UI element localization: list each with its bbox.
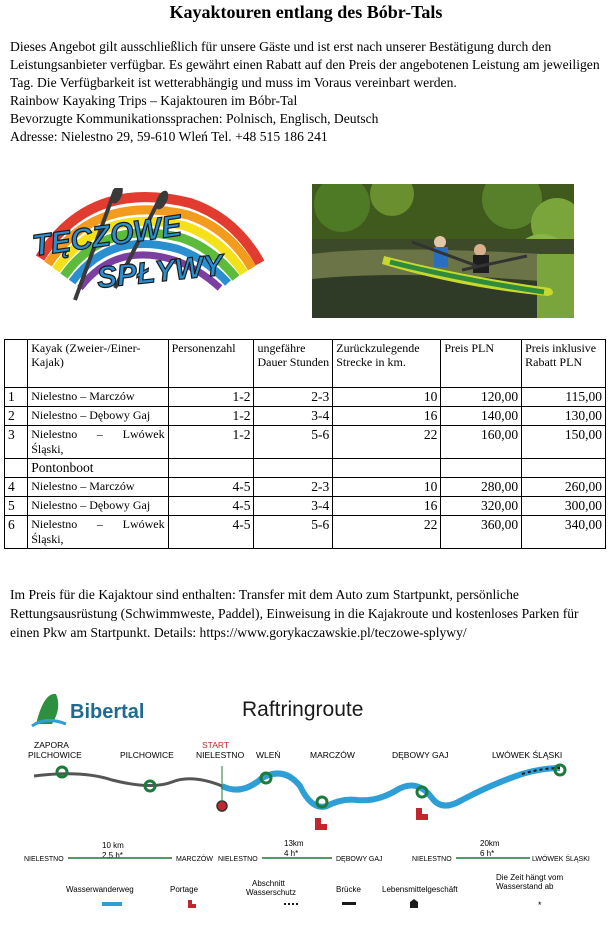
- table-row: [5, 478, 606, 497]
- segment-hours: 4 h*: [284, 849, 299, 858]
- table-header-row: [5, 340, 606, 388]
- row-distance: 22: [333, 516, 441, 549]
- label-pilchowice-dam: PILCHOWICE: [28, 750, 82, 760]
- row-distance: 16: [333, 497, 441, 516]
- table-row: [5, 407, 606, 426]
- segment-hours: 6 h*: [480, 849, 495, 858]
- row-distance: 10: [333, 478, 441, 497]
- row-price: 120,00: [441, 388, 522, 407]
- row-index: 3: [5, 426, 28, 459]
- row-discount: 150,00: [522, 426, 606, 459]
- segment-to: LWÓWEK ŚLĄSKI: [532, 856, 590, 863]
- row-persons: 4-5: [168, 478, 254, 497]
- row-index: 4: [5, 478, 28, 497]
- header-distance: Zurückzulegende Strecke in km.: [333, 340, 441, 388]
- legend-note-symbol: *: [538, 900, 542, 910]
- segment-to: DĘBOWY GAJ: [336, 856, 383, 863]
- row-index: 1: [5, 388, 28, 407]
- route-map: [22, 686, 596, 926]
- segment-km: 20km: [480, 839, 500, 848]
- brand-name: Bibertal: [70, 701, 145, 723]
- label-nielestno: NIELESTNO: [196, 750, 245, 760]
- legend-protection-1: Abschnitt: [252, 879, 285, 888]
- marker-zapora: [57, 767, 67, 777]
- segment-from: NIELESTNO: [24, 856, 64, 863]
- row-route: Nielestno – Lwówek Śląski,: [28, 426, 168, 459]
- label-zapora: ZAPORA: [34, 740, 69, 750]
- label-pilchowice: PILCHOWICE: [120, 750, 174, 760]
- table-row: [5, 497, 606, 516]
- row-persons: 1-2: [168, 407, 254, 426]
- map-legend: [66, 873, 563, 910]
- label-wlen: WLEŃ: [256, 750, 281, 760]
- legend-protection-2: Wasserschutz: [246, 888, 296, 897]
- legend-note-2: Wasserstand ab: [496, 882, 554, 891]
- row-discount: 300,00: [522, 497, 606, 516]
- table-row: [5, 516, 606, 549]
- legend-portage: Portage: [170, 885, 199, 894]
- row-index: 5: [5, 497, 28, 516]
- bibertal-logo: [32, 694, 144, 726]
- label-debowy-gaj: DĘBOWY GAJ: [392, 750, 449, 760]
- segment-2: [218, 839, 383, 863]
- segment-3: [412, 839, 590, 863]
- row-route: Nielestno – Dębowy Gaj: [28, 497, 168, 516]
- row-route: Nielestno – Marczów: [28, 478, 168, 497]
- legend-bridge: Brücke: [336, 885, 361, 894]
- portage-marker: [315, 818, 327, 830]
- marker-start: [217, 801, 227, 811]
- segment-from: NIELESTNO: [218, 856, 258, 863]
- segment-km: 10 km: [102, 841, 124, 850]
- included-services-paragraph: Im Preis für die Kajaktour sind enthalten: Transfer mit dem Auto zum Startpunkt, persönliche Rettungsausrüstung (Schwimmweste, Paddel), Einweisung in die Kajakroute und kostenloses Parken für einen Pkw am Startpunkt. Details: https://www.gorykaczawskie.pl/teczowe-splywy/: [10, 587, 579, 640]
- header-kayak: Kayak (Zweier-/Einer-Kajak): [28, 340, 168, 388]
- row-discount: 260,00: [522, 478, 606, 497]
- pontoon-subheader: Pontonboot: [28, 459, 168, 478]
- label-lwowek: LWÓWEK ŚLĄSKI: [492, 750, 563, 760]
- address-line: Adresse: Nielestno 29, 59-610 Wleń Tel. +48 515 186 241: [10, 129, 328, 144]
- header-persons: Personenzahl: [168, 340, 254, 388]
- provider-line: Rainbow Kayaking Trips – Kajaktouren im Bóbr-Tal: [10, 93, 298, 108]
- price-table: [4, 339, 606, 549]
- row-duration: 5-6: [254, 516, 333, 549]
- row-price: 360,00: [441, 516, 522, 549]
- kayak-photo: [312, 184, 574, 318]
- logo-text-line2: SPŁYWY: [95, 248, 225, 295]
- row-duration: 3-4: [254, 497, 333, 516]
- row-persons: 1-2: [168, 426, 254, 459]
- logo-text-line1: TĘCZOWE: [30, 209, 184, 263]
- row-duration: 2-3: [254, 388, 333, 407]
- row-index: 6: [5, 516, 28, 549]
- table-row: [5, 388, 606, 407]
- row-duration: 2-3: [254, 478, 333, 497]
- marker-marczow: [317, 797, 327, 807]
- row-duration: 5-6: [254, 426, 333, 459]
- legend-waterway: Wasserwanderweg: [66, 885, 134, 894]
- segment-from: NIELESTNO: [412, 856, 452, 863]
- intro-section: [10, 38, 606, 146]
- header-index: [5, 340, 28, 388]
- row-index: 2: [5, 407, 28, 426]
- row-price: 140,00: [441, 407, 522, 426]
- languages-line: Bevorzugte Kommunikationssprachen: Polnisch, Englisch, Deutsch: [10, 111, 379, 126]
- segment-hours: 2,5 h*: [102, 851, 123, 860]
- row-persons: 4-5: [168, 516, 254, 549]
- page-title: Kayaktouren entlang des Bóbr-Tals: [169, 2, 443, 22]
- row-route: Nielestno – Marczów: [28, 388, 168, 407]
- teczowe-splywy-logo: [20, 188, 275, 308]
- legend-note-1: Die Zeit hängt vom: [496, 873, 564, 882]
- row-route: Nielestno – Lwówek Śląski,: [28, 516, 168, 549]
- row-discount: 115,00: [522, 388, 606, 407]
- header-price: Preis PLN: [441, 340, 522, 388]
- row-price: 320,00: [441, 497, 522, 516]
- row-discount: 340,00: [522, 516, 606, 549]
- row-distance: 10: [333, 388, 441, 407]
- row-price: 280,00: [441, 478, 522, 497]
- label-marczow: MARCZÓW: [310, 750, 355, 760]
- waterway-line: [222, 768, 560, 807]
- segment-to: MARCZÓW: [176, 856, 213, 863]
- header-duration: ungefähre Dauer Stunden: [254, 340, 333, 388]
- label-start: START: [202, 740, 230, 750]
- segment-1: [24, 841, 213, 863]
- legend-shop: Lebensmittelgeschäft: [382, 885, 458, 894]
- row-persons: 4-5: [168, 497, 254, 516]
- portage-marker: [416, 808, 428, 820]
- map-title: Raftringroute: [242, 698, 364, 721]
- row-persons: 1-2: [168, 388, 254, 407]
- table-subheader-row: [5, 459, 606, 478]
- intro-paragraph: Dieses Angebot gilt ausschließlich für unsere Gäste und ist erst nach unserer Bestätigung durch den Leistungsanbieter verfügbar. Es gewährt einen Rabatt auf den Preis der angebotenen Leistung am jeweiligen Tag. Die Verfügbarkeit ist wetterabhängig und muss im Voraus vereinbart werden.: [10, 39, 600, 90]
- row-price: 160,00: [441, 426, 522, 459]
- segment-km: 13km: [284, 839, 304, 848]
- row-distance: 22: [333, 426, 441, 459]
- row-discount: 130,00: [522, 407, 606, 426]
- table-row: [5, 426, 606, 459]
- row-route: Nielestno – Dębowy Gaj: [28, 407, 168, 426]
- row-distance: 16: [333, 407, 441, 426]
- header-price-discount: Preis inklusive Rabatt PLN: [522, 340, 606, 388]
- row-duration: 3-4: [254, 407, 333, 426]
